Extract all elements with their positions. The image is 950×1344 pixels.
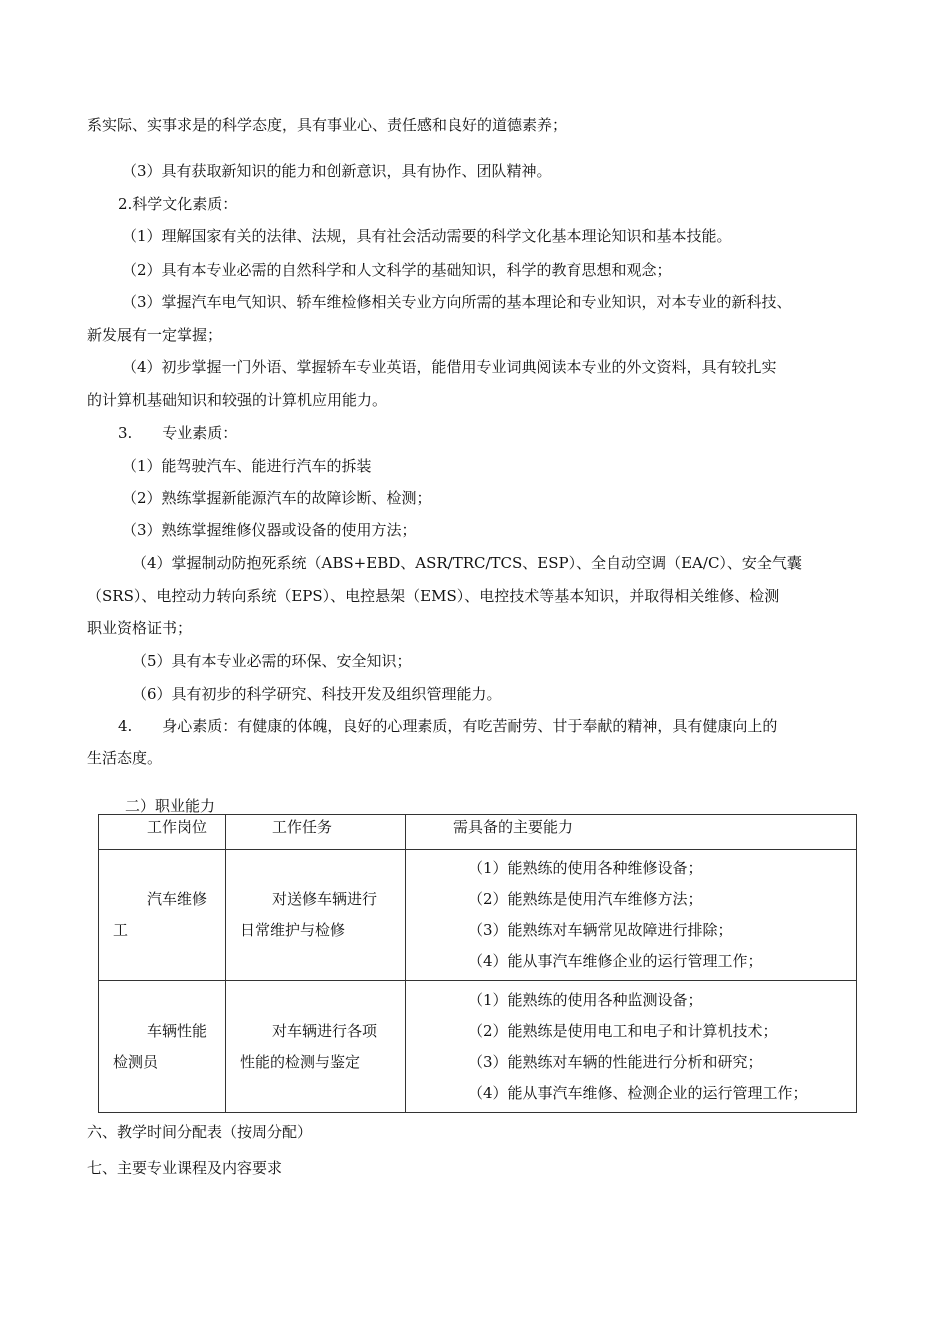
paragraph-line: （1）能驾驶汽车、能进行汽车的拆装 bbox=[122, 457, 372, 475]
section-heading: 七、主要专业课程及内容要求 bbox=[87, 1159, 283, 1177]
paragraph-line: （3）熟练掌握维修仪器或设备的使用方法； bbox=[122, 521, 417, 539]
section-heading: 六、教学时间分配表（按周分配） bbox=[87, 1123, 313, 1141]
table-caption: 二）职业能力 bbox=[125, 797, 216, 815]
task-cell: 对车辆进行各项 性能的检测与鉴定 bbox=[226, 981, 406, 1113]
table-row bbox=[99, 981, 857, 1113]
paragraph-line: （1）理解国家有关的法律、法规，具有社会活动需要的科学文化基本理论知识和基本技能。 bbox=[122, 227, 732, 245]
task-cell: 对送修车辆进行 日常维护与检修 bbox=[226, 850, 406, 981]
career-ability-table bbox=[98, 814, 857, 1113]
paragraph-line: （4）初步掌握一门外语、掌握轿车专业英语，能借用专业词典阅读本专业的外文资料，具有较扎实 bbox=[122, 358, 777, 376]
post-cell: 汽车维修 工 bbox=[99, 850, 226, 981]
table-header-cell: 需具备的主要能力 bbox=[406, 815, 857, 850]
paragraph-line: 职业资格证书； bbox=[87, 619, 193, 637]
paragraph-line: 的计算机基础知识和较强的计算机应用能力。 bbox=[87, 391, 388, 409]
abilities-cell bbox=[406, 981, 857, 1113]
table-header-row bbox=[99, 815, 857, 850]
paragraph-line: （2）熟练掌握新能源汽车的故障诊断、检测； bbox=[122, 489, 432, 507]
abilities-cell bbox=[406, 850, 857, 981]
paragraph-line: （4）掌握制动防抱死系统（ABS+EBD、ASR/TRC/TCS、ESP）、全自动空调（EA/C）、安全气囊 bbox=[132, 554, 802, 572]
ability-item: （1）能熟练的使用各种监测设备； bbox=[468, 990, 703, 1009]
paragraph-line: （3）具有获取新知识的能力和创新意识，具有协作、团队精神。 bbox=[122, 162, 552, 180]
section-heading: 4. 身心素质：有健康的体魄，良好的心理素质，有吃苦耐劳、甘于奉献的精神，具有健康向上的 bbox=[118, 717, 778, 735]
paragraph-line: （3）掌握汽车电气知识、轿车维检修相关专业方向所需的基本理论和专业知识，对本专业的新科技、 bbox=[122, 293, 792, 311]
paragraph-line: 系实际、实事求是的科学态度，具有事业心、责任感和良好的道德素养； bbox=[87, 116, 568, 134]
ability-item: （3）能熟练对车辆常见故障进行排除； bbox=[468, 921, 733, 939]
paragraph-line: 生活态度。 bbox=[87, 749, 163, 767]
paragraph-line: 新发展有一定掌握； bbox=[87, 326, 223, 344]
paragraph-line: （5）具有本专业必需的环保、安全知识； bbox=[132, 652, 412, 670]
ability-item: （2）能熟练是使用电工和电子和计算机技术； bbox=[468, 1021, 778, 1040]
ability-item: （4）能从事汽车维修企业的运行管理工作； bbox=[468, 952, 763, 970]
ability-item: （4）能从事汽车维修、检测企业的运行管理工作； bbox=[468, 1083, 808, 1102]
paragraph-line: （6）具有初步的科学研究、科技开发及组织管理能力。 bbox=[132, 685, 502, 703]
ability-item: （1）能熟练的使用各种维修设备； bbox=[468, 859, 703, 877]
paragraph-line: （2）具有本专业必需的自然科学和人文科学的基础知识，科学的教育思想和观念； bbox=[122, 261, 672, 279]
paragraph-line: （SRS）、电控动力转向系统（EPS）、电控悬架（EMS）、电控技术等基本知识，并取得相关维修、检测 bbox=[87, 587, 780, 605]
section-heading: 3. 专业素质： bbox=[118, 424, 238, 442]
ability-item: （2）能熟练是使用汽车维修方法； bbox=[468, 890, 703, 908]
table-header-cell: 工作岗位 bbox=[99, 815, 226, 850]
ability-item: （3）能熟练对车辆的性能进行分析和研究； bbox=[468, 1052, 763, 1071]
table-row bbox=[99, 850, 857, 981]
section-heading: 2.科学文化素质： bbox=[118, 195, 238, 213]
post-cell: 车辆性能 检测员 bbox=[99, 981, 226, 1113]
table-header-cell: 工作任务 bbox=[226, 815, 406, 850]
